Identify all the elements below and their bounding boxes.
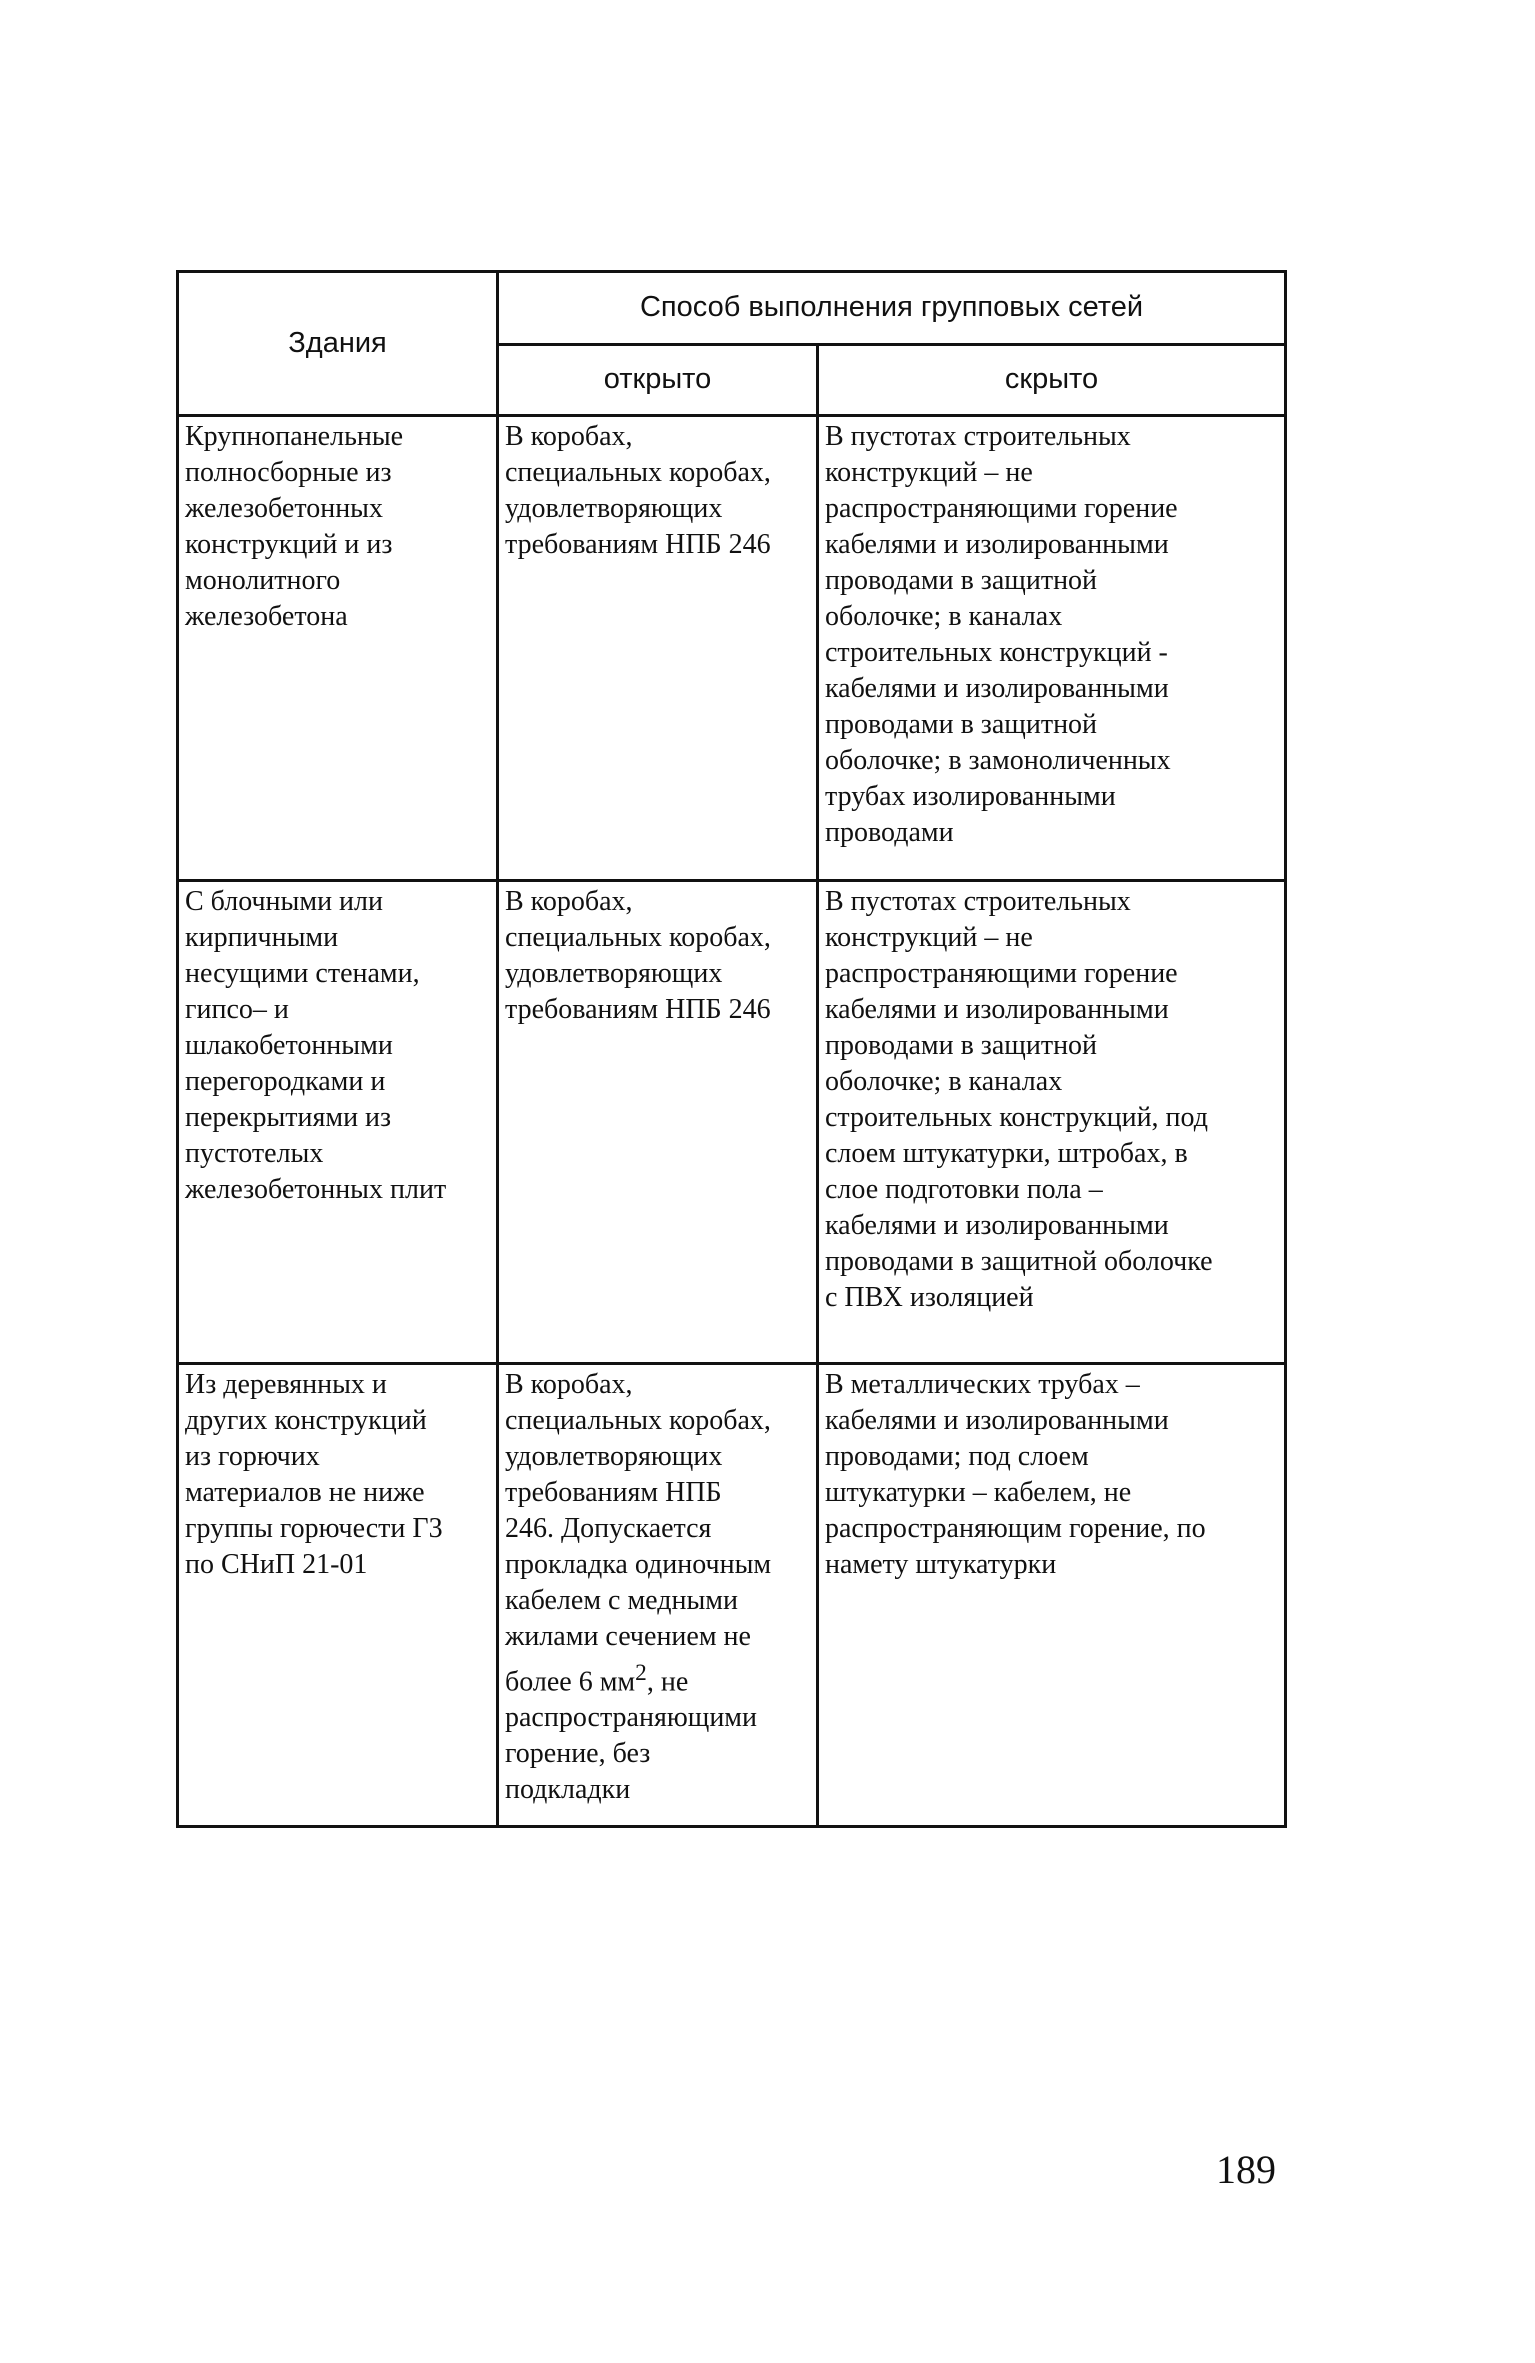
wiring-methods-table — [176, 270, 1287, 1828]
cell-open-text: В коробах, специальных коробах, удовлетворяющих требованиям НПБ 246 — [505, 421, 771, 560]
header-buildings: Здания — [178, 272, 498, 416]
cell-building — [178, 881, 498, 1364]
header-method: Способ выполнения групповых сетей — [498, 272, 1286, 345]
cell-hidden — [818, 416, 1286, 881]
cell-open — [498, 1364, 818, 1827]
cell-open-text: В коробах, специальных коробах, удовлетворяющих требованиям НПБ 246 — [505, 886, 771, 1025]
table-row — [178, 1364, 1286, 1827]
cell-open-text-main: В коробах, специальных коробах, удовлетворяющих требованиям НПБ 246. Допускается прокладка одиночным кабелем с медными жилами сечением не более 6 мм — [505, 1369, 772, 1698]
table-row — [178, 416, 1286, 881]
cell-hidden — [818, 881, 1286, 1364]
cell-building — [178, 1364, 498, 1827]
cell-building-text: С блочными или кирпичными несущими стенами, гипсо– и шлакобетонными перегородками и перекрытиями из пустотелых железобетонных плит — [185, 886, 447, 1205]
header-open: открыто — [498, 345, 818, 416]
cell-hidden — [818, 1364, 1286, 1827]
cell-hidden-text: В металлических трубах – кабелями и изолированными проводами; под слоем штукатурки – кабелем, не распространяющим горение, по намету штукатурки — [825, 1369, 1206, 1580]
cell-building-text: Крупнопанельные полносборные из железобетонных конструкций и из монолитного железобетона — [185, 421, 404, 632]
cell-open — [498, 881, 818, 1364]
page-number: 189 — [1216, 2147, 1276, 2192]
cell-building — [178, 416, 498, 881]
cell-hidden-text: В пустотах строительных конструкций – не распространяющими горение кабелями и изолированными проводами в защитной оболочке; в каналах строительных конструкций, под слоем штукатурки, штробах, в слое подготовки пола – кабелями и изолированными проводами в защитной оболочке с ПВХ изоляцией — [825, 886, 1213, 1313]
table-row — [178, 881, 1286, 1364]
cell-open-text-rest: , не распространяющими горение, без подкладки — [505, 1666, 757, 1806]
cell-building-text: Из деревянных и других конструкций из горючих материалов не ниже группы горючести Г3 по СНиП 21-01 — [185, 1369, 443, 1580]
superscript-2: 2 — [635, 1660, 647, 1686]
cell-open — [498, 416, 818, 881]
cell-open-text — [505, 1367, 810, 1808]
header-row-top — [178, 272, 1286, 345]
header-hidden: скрыто — [818, 345, 1286, 416]
cell-hidden-text: В пустотах строительных конструкций – не распространяющими горение кабелями и изолированными проводами в защитной оболочке; в каналах строительных конструкций - кабелями и изолированными проводами в защитной оболочке; в замоноличенных трубах изолированными проводами — [825, 421, 1178, 848]
